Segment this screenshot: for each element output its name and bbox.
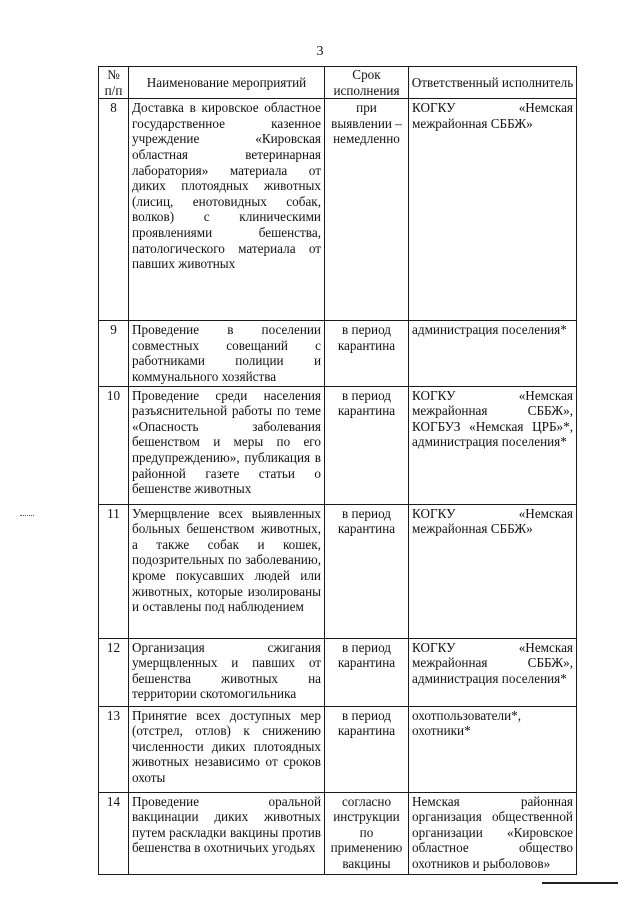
measure-responsible: КОГКУ «Немская межрайонная СББЖ», КОГБУЗ «Немская ЦРБ»*, администрация поселения* xyxy=(409,386,577,504)
measure-name: Принятие всех доступных мер (отстрел, отлов) к снижению численности диких плотоядных животных независимо от сроков охоты xyxy=(129,706,325,792)
table-row xyxy=(99,638,577,706)
measures-table xyxy=(98,66,577,875)
measure-responsible: КОГКУ «Немская межрайонная СББЖ» xyxy=(409,504,577,638)
measure-term: в период карантина xyxy=(325,706,409,792)
header-term: Срок исполнения xyxy=(325,67,409,99)
row-number: 13 xyxy=(99,706,129,792)
measure-name: Умерщвление всех выявленных больных бешенством животных, а также собак и кошек, подозрительных по заболеванию, кроме покусавших людей или животных, которые изолированы и оставлены под наблюдением xyxy=(129,504,325,638)
table-header-row xyxy=(99,67,577,99)
row-number: 12 xyxy=(99,638,129,706)
row-number: 8 xyxy=(99,99,129,321)
table-row xyxy=(99,504,577,638)
footer-rule xyxy=(542,882,618,884)
measure-term: в период карантина xyxy=(325,638,409,706)
table-row xyxy=(99,99,577,321)
measure-name: Доставка в кировское областное государственное казенное учреждение «Кировская областная ветеринарная лаборатория» материала от диких плотоядных животных (лисиц, енотовидных собак, волков) с клиническими проявлениями бешенства, патологического материала от павших животных xyxy=(129,99,325,321)
measure-name: Проведение в поселении совместных совещаний с работниками полиции и коммунального хозяйства xyxy=(129,321,325,386)
measure-name: Организация сжигания умерщвленных и павших от бешенства животных на территории скотомогильника xyxy=(129,638,325,706)
page-number: 3 xyxy=(316,44,324,59)
row-number: 11 xyxy=(99,504,129,638)
measure-term: в период карантина xyxy=(325,504,409,638)
measure-term: в период карантина xyxy=(325,321,409,386)
measure-responsible: Немская районная организация общественной организации «Кировское областное общество охотников и рыболовов» xyxy=(409,792,577,874)
measure-responsible: администрация поселения* xyxy=(409,321,577,386)
row-number: 10 xyxy=(99,386,129,504)
measure-responsible: КОГКУ «Немская межрайонная СББЖ», администрация поселения* xyxy=(409,638,577,706)
measure-term: при выявлении – немедленно xyxy=(325,99,409,321)
table-row xyxy=(99,321,577,386)
table-row xyxy=(99,792,577,874)
header-num: № п/п xyxy=(99,67,129,99)
measure-name: Проведение среди населения разъяснительной работы по теме «Опасность заболевания бешенством и меры по его предупреждению», публикация в районной газете статьи о бешенстве животных xyxy=(129,386,325,504)
table-row xyxy=(99,706,577,792)
measure-term: в период карантина xyxy=(325,386,409,504)
measure-responsible: охотпользователи*, охотники* xyxy=(409,706,577,792)
row-number: 14 xyxy=(99,792,129,874)
measure-term: согласно инструкции по применению вакцины xyxy=(325,792,409,874)
measure-responsible: КОГКУ «Немская межрайонная СББЖ» xyxy=(409,99,577,321)
table-row xyxy=(99,386,577,504)
header-name: Наименование мероприятий xyxy=(129,67,325,99)
margin-mark xyxy=(20,515,34,516)
header-responsible: Ответственный исполнитель xyxy=(409,67,577,99)
row-number: 9 xyxy=(99,321,129,386)
measure-name: Проведение оральной вакцинации диких животных путем раскладки вакцины против бешенства в охотничьих угодьях xyxy=(129,792,325,874)
